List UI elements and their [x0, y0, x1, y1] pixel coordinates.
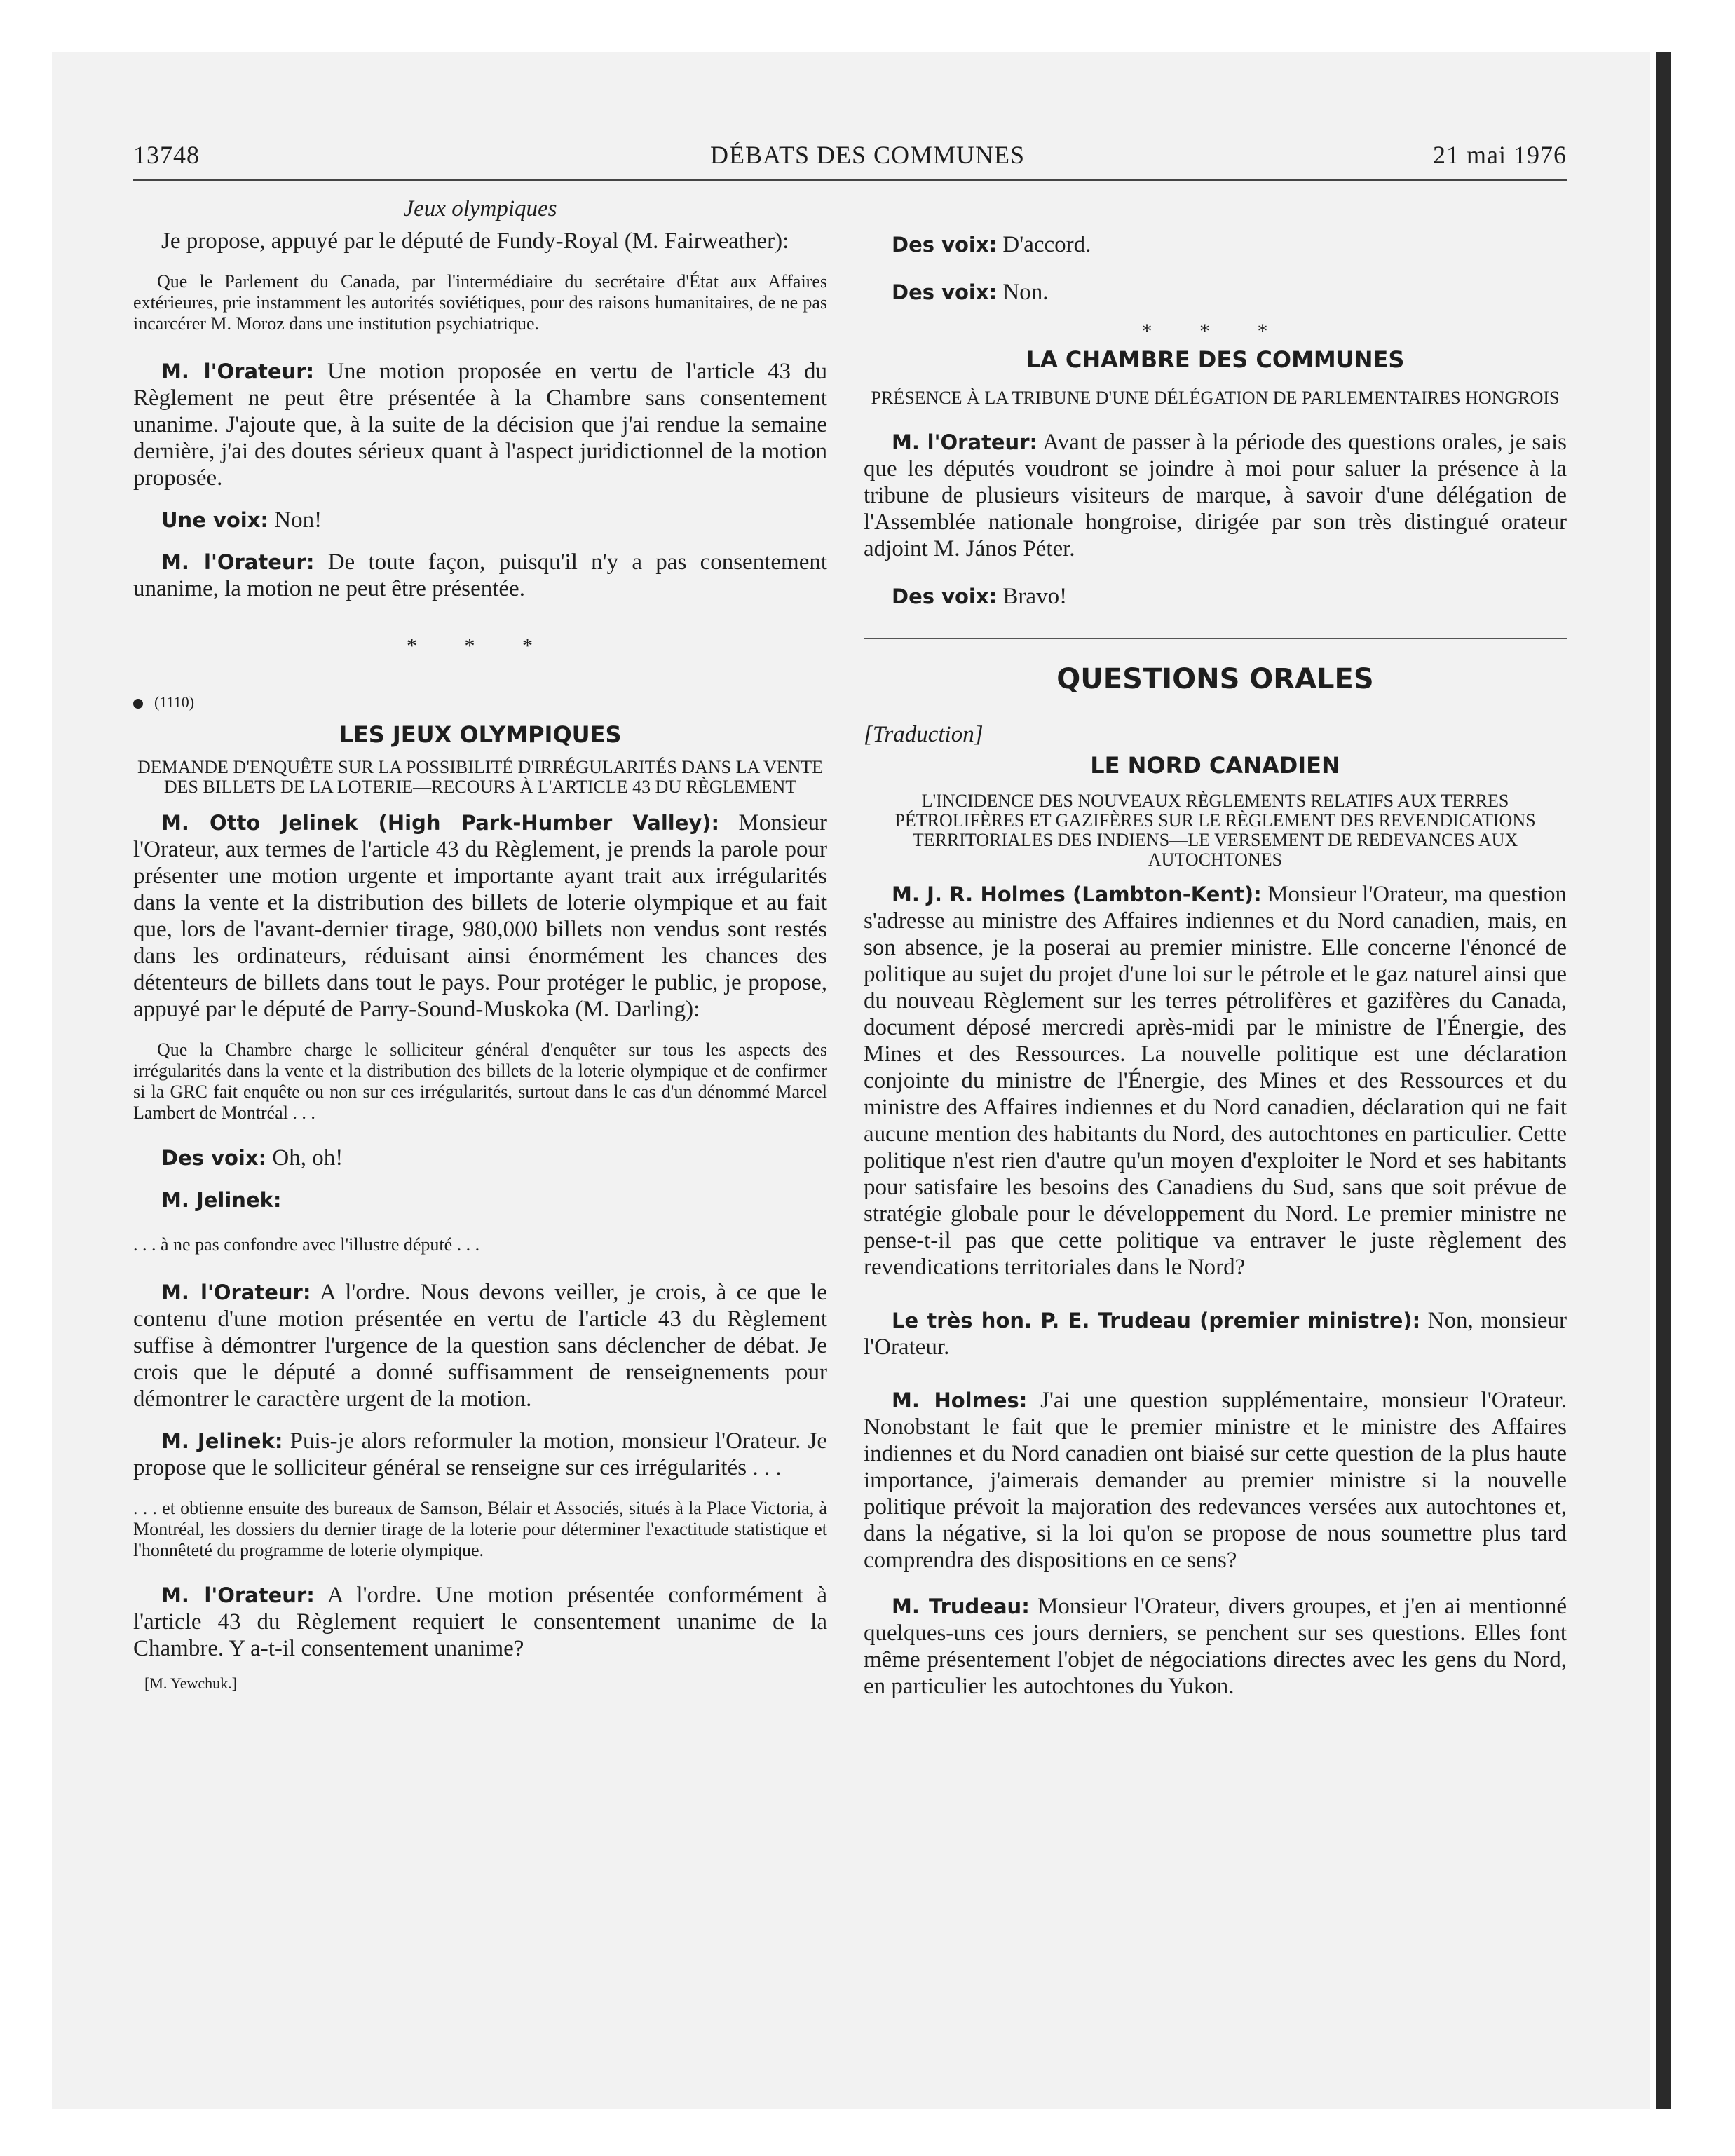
paragraph	[864, 1593, 1567, 1700]
speech-text: De toute façon, puisqu'il n'y a pas consentement unanime, la motion ne peut être présentée.	[133, 550, 828, 601]
section-divider	[864, 638, 1567, 639]
time-marker: (1110)	[133, 693, 827, 711]
speaker-name: Une voix:	[161, 508, 269, 532]
speaker-name: M. Jelinek:	[161, 1429, 283, 1453]
section-heading: QUESTIONS ORALES	[1056, 663, 1374, 695]
paragraph: Je propose, appuyé par le député de Fundy-Royal (M. Fairweather):	[161, 228, 789, 254]
paragraph	[133, 1428, 827, 1481]
speech-text: A l'ordre. Nous devons veiller, je crois, à ce que le contenu d'une motion présentée en vertu de l'article 43 du Règlement suffise à démontrer l'urgence de la question sans déclencher de débat. Je crois que le député a donné suffisamment de renseignements pour démontrer le caractère urgent de la motion.	[133, 1280, 827, 1412]
paragraph	[133, 1145, 827, 1171]
paragraph	[864, 429, 1567, 562]
scan-edge	[1656, 52, 1671, 2109]
paragraph	[133, 358, 827, 491]
paragraph	[864, 881, 1567, 1281]
speaker-name: M. l'Orateur:	[161, 1583, 315, 1607]
section-subheading: L'INCIDENCE DES NOUVEAUX RÈGLEMENTS RELATIFS AUX TERRES PÉTROLIFÈRES ET GAZIFÈRES SUR LE RÈGLEMENT DES REVENDICATIONS TERRITORIALES DES INDIENS—LE VERSEMENT DE REDEVANCES AUX AUTOCHTONES	[894, 791, 1536, 870]
speaker-name: M. J. R. Holmes (Lambton-Kent):	[892, 882, 1262, 906]
quoted-motion: Que le Parlement du Canada, par l'intermédiaire du secrétaire d'État aux Affaires extérieures, prie instamment les autorités soviétiques, pour des raisons humanitaires, de ne pas incarcérer M. Moroz dans une institution psychiatrique.	[133, 271, 827, 334]
quoted-text: . . . et obtienne ensuite des bureaux de Samson, Bélair et Associés, situés à la Place Victoria, à Montréal, les dossiers du dernier tirage de la loterie pour déterminer l'exactitude statistique et l'honnêteté du programme de loterie olympique.	[133, 1498, 827, 1560]
section-title: Jeux olympiques	[403, 196, 557, 221]
right-column	[864, 231, 1567, 1700]
speech-text: Monsieur l'Orateur, divers groupes, et j'en ai mentionné quelques-uns ces jours derniers, se penchent sur ses questions. Elles font même présentement l'objet de négociations directes avec les gens du Nord, en particulier les autochtones du Yukon.	[864, 1594, 1567, 1699]
speech-text: Non.	[997, 280, 1049, 305]
paragraph	[864, 279, 1567, 306]
left-column	[133, 196, 827, 1693]
speaker-name: Des voix:	[892, 233, 998, 257]
quoted-motion: Que la Chambre charge le solliciteur général d'enquêter sur tous les aspects des irrégularités dans la vente et la distribution des billets de la loterie olympique et de confirmer si la GRC fait enquête ou non sur ces irrégularités, surtout dans le cas d'un dénommé Marcel Lambert de Montréal . . .	[133, 1039, 827, 1123]
paragraph	[864, 231, 1567, 258]
speech-text: Une motion proposée en vertu de l'article 43 du Règlement ne peut être présentée à la Chambre sans consentement unanime. J'ajoute que, à la suite de la décision que j'ai rendue la semaine dernière, j'ai des doutes sérieux quant à l'aspect juridictionnel de la motion proposée.	[133, 359, 828, 491]
page-date: 21 mai 1976	[1433, 141, 1567, 169]
speaker-signature: [M. Yewchuk.]	[144, 1674, 237, 1692]
speech-text: Bravo!	[997, 584, 1068, 609]
page-title: DÉBATS DES COMMUNES	[709, 141, 1026, 169]
header-rule	[133, 179, 1567, 181]
speech-text: A l'ordre. Une motion présentée conformément à l'article 43 du Règlement requiert le consentement unanime de la Chambre. Y a-t-il consentement unanime?	[133, 1583, 828, 1661]
bullet-icon	[133, 699, 143, 709]
speaker-name: M. Jelinek:	[161, 1188, 282, 1212]
section-subheading: DEMANDE D'ENQUÊTE SUR LA POSSIBILITÉ D'IRRÉGULARITÉS DANS LA VENTE DES BILLETS DE LA LOTERIE—RECOURS À L'ARTICLE 43 DU RÈGLEMENT	[137, 757, 824, 797]
paragraph	[133, 507, 827, 533]
speaker-name: M. l'Orateur:	[161, 1281, 311, 1304]
translation-note: [Traduction]	[864, 722, 984, 747]
section-heading: LE NORD CANADIEN	[1090, 752, 1340, 779]
paragraph	[864, 583, 1567, 610]
section-subheading: PRÉSENCE À LA TRIBUNE D'UNE DÉLÉGATION DE PARLEMENTAIRES HONGROIS	[871, 388, 1560, 408]
section-heading: LA CHAMBRE DES COMMUNES	[1026, 346, 1405, 373]
paragraph	[133, 810, 827, 1023]
speaker-name: M. Otto Jelinek (High Park-Humber Valley):	[161, 811, 720, 835]
speaker-name: Des voix:	[892, 280, 998, 304]
speech-text: Oh, oh!	[266, 1145, 343, 1171]
paragraph	[133, 1187, 827, 1213]
speaker-name: M. l'Orateur:	[161, 360, 315, 383]
section-separator: * * *	[407, 634, 554, 657]
quoted-text: . . . à ne pas confondre avec l'illustre député . . .	[133, 1234, 480, 1255]
paragraph	[133, 1582, 827, 1662]
speech-text: Puis-je alors reformuler la motion, monsieur l'Orateur. Je propose que le solliciteur général se renseigne sur ces irrégularités . . .	[133, 1428, 827, 1480]
speaker-name: M. l'Orateur:	[892, 430, 1038, 454]
paragraph	[864, 1387, 1567, 1574]
speaker-name: M. Trudeau:	[892, 1595, 1030, 1618]
speaker-name: M. l'Orateur:	[161, 550, 315, 574]
speech-text: Non, monsieur l'Orateur.	[864, 1308, 1567, 1360]
speaker-name: Des voix:	[161, 1146, 267, 1170]
speaker-name: M. Holmes:	[892, 1389, 1028, 1412]
paragraph	[133, 1279, 827, 1412]
section-separator: * * *	[1141, 320, 1289, 343]
speech-text: J'ai une question supplémentaire, monsieur l'Orateur. Nonobstant le fait que le premier ministre et le ministre des Affaires indiennes et du Nord canadien ont biaisé sur cette question de la plus haute importance, j'aimerais demander au premier ministre si la nouvelle politique prévoit la majoration des redevances versées aux autochtones et, dans la négative, si la loi qu'on se propose de nous soumettre plus tard comprendra des dispositions en ce sens?	[864, 1388, 1567, 1573]
paragraph	[864, 1307, 1567, 1360]
speech-text: Avant de passer à la période des questions orales, je sais que les députés voudront se joindre à moi pour saluer la présence à la tribune de plusieurs visiteurs de marque, à savoir d'une délégation de l'Assemblée nationale hongroise, dirigée par son très distingué orateur adjoint M. János Péter.	[864, 430, 1567, 561]
paragraph	[133, 549, 827, 602]
speech-text: Monsieur l'Orateur, ma question s'adresse au ministre des Affaires indiennes et du Nord canadien, mais, en son absence, je la poserai au premier ministre. Elle concerne l'énoncé de politique au sujet du projet d'une loi sur le pétrole et le gaz naturel ainsi que du nouveau Règlement sur les terres pétrolifères et gazifères du Canada, document déposé mercredi après-midi par le ministre de l'Énergie, des Mines et des Ressources. La nouvelle politique est une déclaration conjointe du ministre de l'Énergie, des Mines et des Ressources et du ministre des Affaires indiennes et du Nord canadien, déclaration qui ne fait aucune mention des habitants du Nord, des autochtones en particulier. Cette politique n'est rien d'autre qu'un moyen d'exploiter le Nord et ses habitants pour satisfaire les besoins des Canadiens du Sud, sans que soit prévue de stratégie globale pour le développement du Nord. Le premier ministre ne pense-t-il pas que cette politique va entraver le juste règlement des revendications territoriales dans le Nord?	[864, 882, 1567, 1280]
speaker-name: Des voix:	[892, 585, 998, 608]
speech-text: Monsieur l'Orateur, aux termes de l'article 43 du Règlement, je prends la parole pour présenter une motion urgente et importante ayant trait aux irrégularités dans la vente et la distribution des billets de loterie olympique et au fait que, lors de l'avant-dernier tirage, 980,000 billets non vendus sont restés dans les ordinateurs, réduisant ainsi énormément les chances des détenteurs de billets dans tout le pays. Pour protéger le public, je propose, appuyé par le député de Parry-Sound-Muskoka (M. Darling):	[133, 810, 827, 1022]
page-number: 13748	[133, 141, 200, 169]
speaker-name: Le très hon. P. E. Trudeau (premier ministre):	[892, 1309, 1421, 1332]
speech-text: Non!	[268, 507, 322, 533]
speech-text: D'accord.	[997, 232, 1091, 257]
section-heading: LES JEUX OLYMPIQUES	[339, 721, 622, 748]
